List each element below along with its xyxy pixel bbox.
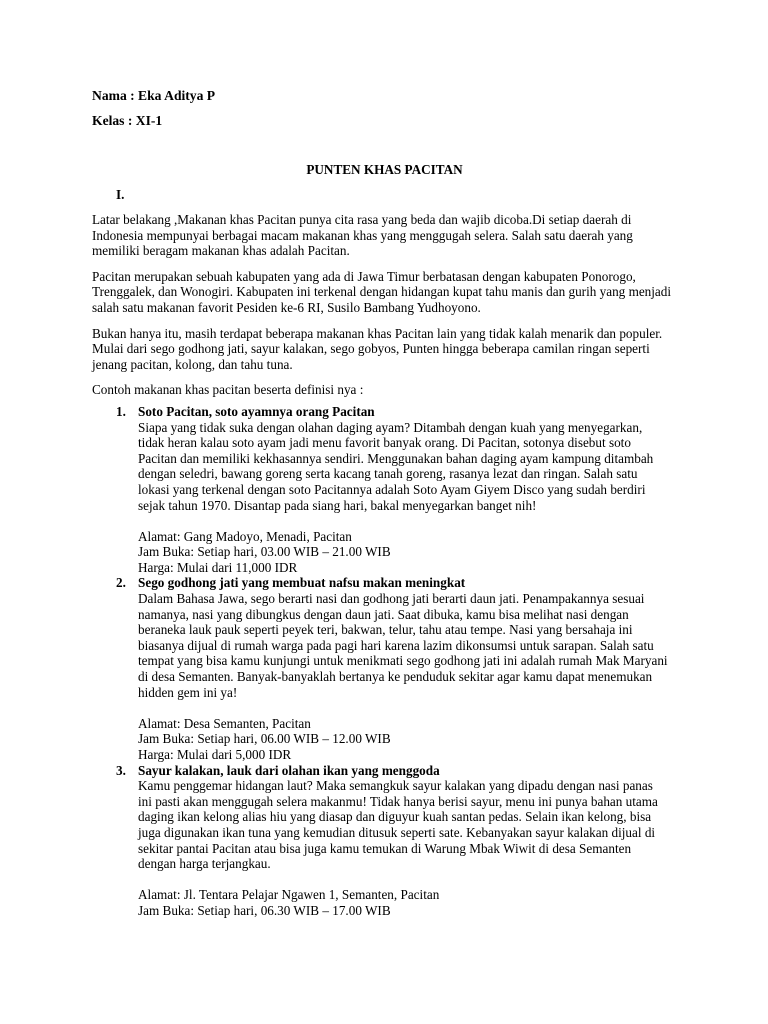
paragraph-pacitan: Pacitan merupakan sebuah kabupaten yang ada di Jawa Timur berbatasan dengan kabupaten Ponorogo, Trenggalek, dan Wonogiri. Kabupaten ini terkenal dengan hidangan kupat tahu manis dan gurih yang menjadi salah satu makanan favorit Pesiden ke-6 RI, Susilo Bambang Yudhoyono.	[92, 268, 672, 315]
food-description: Kamu penggemar hidangan laut? Maka semangkuk sayur kalakan yang dipadu dengan nasi panas ini pasti akan menggugah selera makanmu! Tidak hanya berisi sayur, menu ini punya bahan utama daging ikan kelong alias hiu yang diasap dan diguyur kuah santan pedas. Selain ikan kelong, bisa juga digunakan ikan tuna yang kemudian ditusuk seperti sate. Kebanyakan sayur kalakan dijual di sekitar pantai Pacitan atau bisa juga kamu temukan di Warung Mbak Wiwit di desa Semanten dengan harga terjangkau.	[138, 778, 658, 872]
list-item-number: 2.	[116, 575, 126, 591]
food-info	[138, 529, 676, 576]
paragraph-examples-intro: Contoh makanan khas pacitan beserta definisi nya :	[92, 382, 364, 398]
food-hours: Jam Buka: Setiap hari, 03.00 WIB – 21.00 WIB	[138, 544, 391, 560]
list-item	[92, 575, 676, 762]
list-item	[92, 763, 676, 919]
food-address: Alamat: Jl. Tentara Pelajar Ngawen 1, Semanten, Pacitan	[138, 887, 440, 903]
food-name: Soto Pacitan, soto ayamnya orang Pacitan	[138, 403, 375, 419]
food-address: Alamat: Gang Madoyo, Menadi, Pacitan	[138, 528, 352, 544]
document-page	[92, 0, 682, 1024]
list-item	[92, 404, 676, 576]
paragraph-other-foods: Bukan hanya itu, masih terdapat beberapa makanan khas Pacitan lain yang tidak kalah menarik dan populer. Mulai dari sego godhong jati, sayur kalakan, sego gobyos, Punten hingga beberapa camilan ringan seperti jenang pacitan, kolong, dan tahu tuna.	[92, 325, 663, 372]
list-item-number: 3.	[116, 762, 126, 778]
student-class: Kelas : XI-1	[92, 113, 163, 128]
food-info	[138, 887, 676, 918]
food-description: Dalam Bahasa Jawa, sego berarti nasi dan godhong jati berarti daun jati. Penampakannya sesuai namanya, nasi yang dibungkus dengan daun jati. Saat dibuka, kamu bisa melihat nasi dengan beraneka lauk pauk seperti peyek teri, bakwan, telur, tahu atau tempe. Nasi yang bersahaja ini biasanya dijual di rumah warga pada pagi hari karena lazim dikonsumsi untuk sarapan. Salah satu tempat yang bisa kamu kunjungi untuk menikmati sego godhong jati ini adalah rumah Mak Maryani di desa Semanten. Banyak-banyaklah bertanya ke penduduk sekitar agar kamu dapat menemukan hidden gem ini ya!	[138, 591, 668, 700]
food-price: Harga: Mulai dari 5,000 IDR	[138, 747, 292, 762]
food-info	[138, 716, 676, 763]
student-name: Nama : Eka Aditya P	[92, 88, 216, 103]
list-item-number: 1.	[116, 403, 126, 419]
document-title: PUNTEN KHAS PACITAN	[306, 162, 463, 177]
document-body	[92, 212, 676, 919]
food-address: Alamat: Desa Semanten, Pacitan	[138, 715, 311, 731]
food-price: Harga: Mulai dari 11,000 IDR	[138, 559, 298, 575]
food-hours: Jam Buka: Setiap hari, 06.00 WIB – 12.00 WIB	[138, 731, 391, 747]
food-description: Siapa yang tidak suka dengan olahan daging ayam? Ditambah dengan kuah yang menyegarkan, tidak heran kalau soto ayam jadi menu favorit banyak orang. Di Pacitan, sotonya disebut soto Pacitan dan memiliki kekhasannya sendiri. Menggunakan bahan daging ayam kampung ditambah dengan seledri, bawang goreng serta kacang tanah goreng, rasanya lezat dan ringan. Salah satu lokasi yang terkenal dengan soto Pacitannya adalah Soto Ayam Giyem Disco yang sudah berdiri sejak tahun 1970. Disantap pada siang hari, bakal menyegarkan banget nih!	[138, 419, 654, 513]
food-name: Sego godhong jati yang membuat nafsu makan meningkat	[138, 575, 466, 591]
section-number: I.	[116, 187, 125, 202]
paragraph-background: Latar belakang ,Makanan khas Pacitan punya cita rasa yang beda dan wajib dicoba.Di setiap daerah di Indonesia mempunyai berbagai macam makanan khas yang menggugah selera. Salah satu daerah yang memiliki beragam makanan khas adalah Pacitan.	[92, 212, 633, 259]
food-hours: Jam Buka: Setiap hari, 06.30 WIB – 17.00 WIB	[138, 902, 391, 918]
food-list	[92, 404, 676, 919]
food-name: Sayur kalakan, lauk dari olahan ikan yang menggoda	[138, 762, 440, 778]
